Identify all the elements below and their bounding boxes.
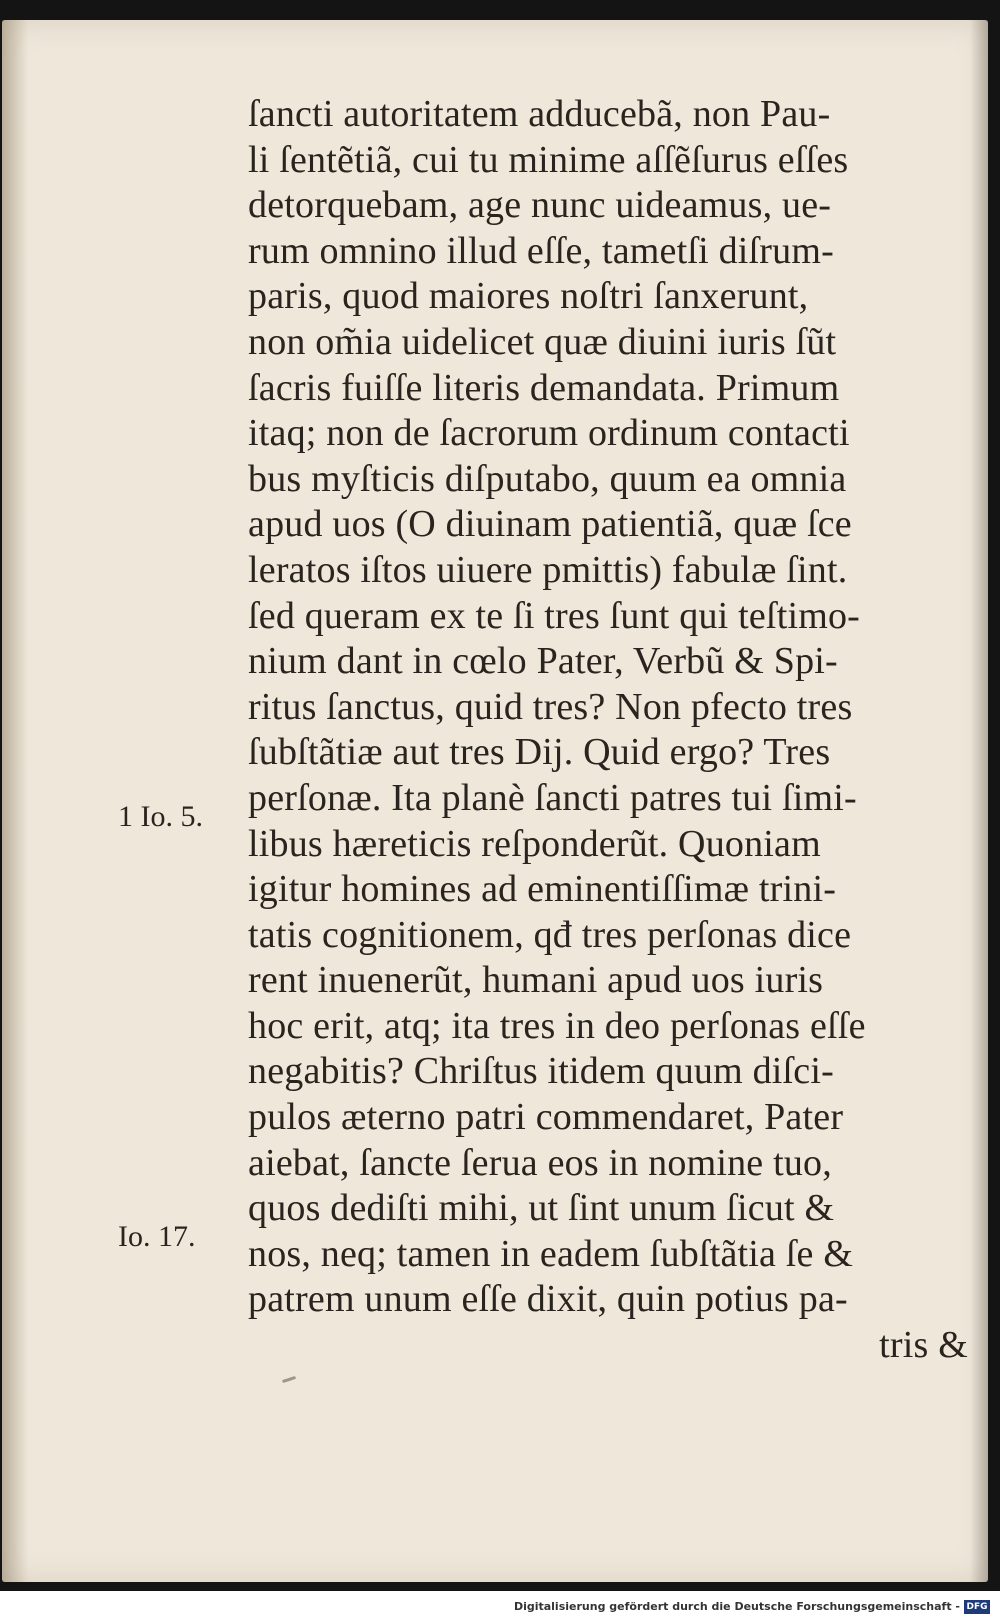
text-line: apud uos (O diuinam patientiã, quæ ſce <box>248 503 852 546</box>
text-line: li ſentẽtiã, cui tu minime aſſẽſurus eſſes <box>248 138 849 181</box>
text-line: detorquebam, age nunc uideamus, ue- <box>248 184 832 227</box>
text-line: perſonæ. Ita planè ſancti patres tui ſimi- <box>248 776 857 819</box>
text-line: nium dant in cœlo Pater, Verbũ & Spi- <box>248 640 838 683</box>
text-line: negabitis? Chriſtus itidem quum diſci- <box>248 1050 834 1093</box>
gutter-shadow <box>2 20 28 1582</box>
funding-credit: Digitalisierung gefördert durch die Deutsche Forschungsgemeinschaft - <box>513 1600 960 1613</box>
text-line: rent inuenerũt, humani apud uos iuris <box>248 959 824 1002</box>
text-line: igitur homines ad eminentiſſimæ trini- <box>248 868 837 911</box>
body-text <box>248 92 968 1369</box>
text-line: hoc erit, atq; ita tres in deo perſonas eſſe <box>248 1004 866 1047</box>
text-line: ſacris fuiſſe literis demandata. Primum <box>248 366 840 409</box>
footer-bar <box>0 1591 1000 1621</box>
text-line: rum omnino illud eſſe, tametſi diſrum- <box>248 229 834 272</box>
text-line: paris, quod maiores noſtri ſanxerunt, <box>248 275 809 318</box>
marginal-note-1-john-5: 1 Io. 5. <box>118 800 203 833</box>
page-edge <box>970 20 988 1582</box>
text-line: itaq; non de ſacrorum ordinum contacti <box>248 412 850 455</box>
catchword: tris & <box>879 1324 968 1367</box>
text-line: ſubſtãtiæ aut tres Dij. Quid ergo? Tres <box>248 731 831 774</box>
text-line: quos dediſti mihi, ut ſint unum ſicut & <box>248 1187 835 1230</box>
text-line: ſed queram ex te ſi tres ſunt qui teſtimo- <box>248 594 861 637</box>
text-line: ſancti autoritatem adducebã, non Pau- <box>248 93 831 135</box>
text-line: ritus ſanctus, quid tres? Non pfecto tres <box>248 685 853 728</box>
text-line: pulos æterno patri commendaret, Pater <box>248 1096 844 1139</box>
text-line: aiebat, ſancte ſerua eos in nomine tuo, <box>248 1141 832 1184</box>
dfg-logo-icon: DFG <box>964 1600 990 1614</box>
text-line: libus hæreticis reſponderũt. Quoniam <box>248 822 821 865</box>
text-line: non om̃ia uidelicet quæ diuini iuris ſũt <box>248 320 837 363</box>
text-line: patrem unum eſſe dixit, quin potius pa- <box>248 1278 848 1321</box>
marginal-note-john-17: Io. 17. <box>118 1220 196 1253</box>
text-line: tatis cognitionem, qđ tres perſonas dice <box>248 913 852 956</box>
text-line: nos, neq; tamen in eadem ſubſtãtia ſe & <box>248 1232 854 1275</box>
text-line: leratos iſtos uiuere pmittis) fabulæ ſint. <box>248 548 848 591</box>
text-line: bus myſticis diſputabo, quum ea omnia <box>248 457 847 500</box>
